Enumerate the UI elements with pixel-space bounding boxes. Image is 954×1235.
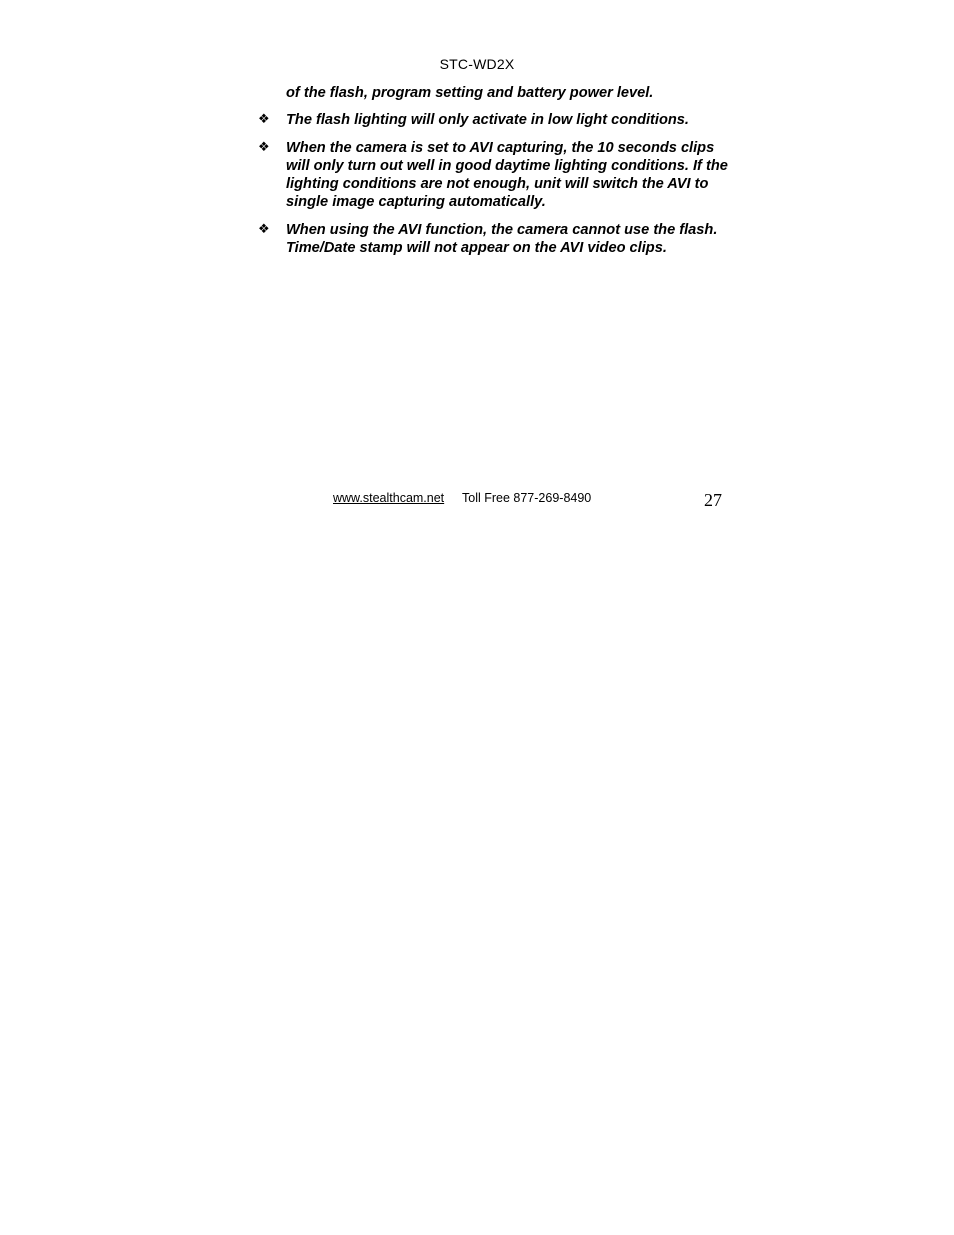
page-header: STC-WD2X xyxy=(439,56,515,72)
list-item-text: When the camera is set to AVI capturing, the 10 seconds clips will only turn out well in good daytime lighting conditions. If the lighting conditions are not enough, unit will switch the AVI to single image capturing automatically. xyxy=(286,140,728,210)
list-item xyxy=(256,111,736,129)
toll-free-number: Toll Free 877-269-8490 xyxy=(462,491,592,505)
diamond-bullet-icon: ❖ xyxy=(258,140,270,155)
diamond-bullet-icon: ❖ xyxy=(258,112,270,127)
page-number: 27 xyxy=(704,490,722,510)
website-link[interactable]: www.stealthcam.net xyxy=(333,491,445,505)
document-body xyxy=(256,84,736,267)
diamond-bullet-icon: ❖ xyxy=(258,222,270,237)
continued-paragraph: of the flash, program setting and battery power level. xyxy=(286,85,654,101)
list-item-text: When using the AVI function, the camera cannot use the flash. Time/Date stamp will not appear on the AVI video clips. xyxy=(286,222,718,256)
list-item xyxy=(256,139,736,211)
list-item xyxy=(256,221,736,257)
list-item-text: The flash lighting will only activate in low light conditions. xyxy=(286,112,689,128)
